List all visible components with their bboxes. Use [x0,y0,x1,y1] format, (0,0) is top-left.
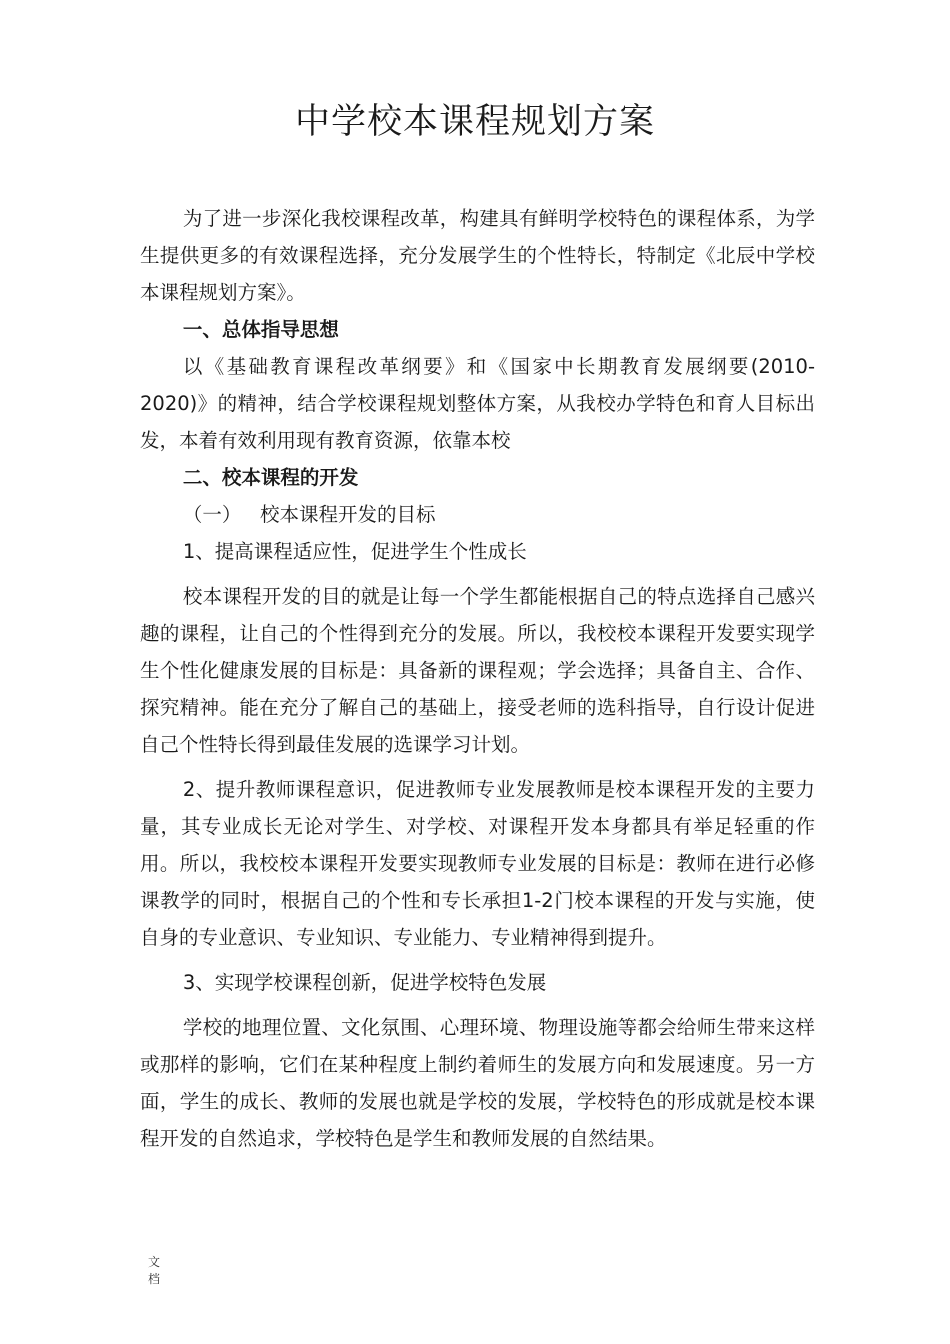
teacher-development-paragraph: 2、提升教师课程意识，促进教师专业发展教师是校本课程开发的主要力量，其专业成长无论对学生、对学校、对课程开发本身都具有举足轻重的作用。所以，我校校本课程开发要实现教师专业发展的目标是：教师在进行必修课教学的同时，根据自己的个性和专长承担1-2门校本课程的开发与实施，使自身的专业意识、专业知识、专业能力、专业精神得到提升。 [140,778,815,949]
subsection-heading-goals: （一） 校本课程开发的目标 [182,503,436,526]
point-heading-school-feature: 3、实现学校课程创新，促进学校特色发展 [182,971,547,994]
section-heading-development: 二、校本课程的开发 [182,466,359,489]
student-growth-paragraph: 校本课程开发的目的就是让每一个学生都能根据自己的特点选择自己感兴趣的课程，让自己的个性得到充分的发展。所以，我校校本课程开发要实现学生个性化健康发展的目标是：具备新的课程观；学会选择；具备自主、合作、探究精神。能在充分了解自己的基础上，接受老师的选科指导，自行设计促进自己个性特长得到最佳发展的选课学习计划。 [140,585,815,756]
document-body [140,200,815,1157]
guiding-thought-paragraph: 以《基础教育课程改革纲要》和《国家中长期教育发展纲要(2010-2020)》的精神，结合学校课程规划整体方案，从我校办学特色和育人目标出发，本着有效利用现有教育资源，依靠本校 [140,355,815,452]
school-feature-paragraph: 学校的地理位置、文化氛围、心理环境、物理设施等都会给师生带来这样或那样的影响，它们在某种程度上制约着师生的发展方向和发展速度。另一方面，学生的成长、教师的发展也就是学校的发展，学校特色的形成就是校本课程开发的自然追求，学校特色是学生和教师发展的自然结果。 [140,1016,815,1150]
point-heading-student-growth: 1、提高课程适应性，促进学生个性成长 [182,540,527,563]
document-title: 中学校本课程规划方案 [294,102,655,142]
section-heading-guiding-thought: 一、总体指导思想 [182,318,339,341]
intro-paragraph: 为了进一步深化我校课程改革，构建具有鲜明学校特色的课程体系，为学生提供更多的有效课程选择，充分发展学生的个性特长，特制定《北辰中学校本课程规划方案》。 [140,207,815,304]
footer-mark: 文档 [147,1255,160,1286]
